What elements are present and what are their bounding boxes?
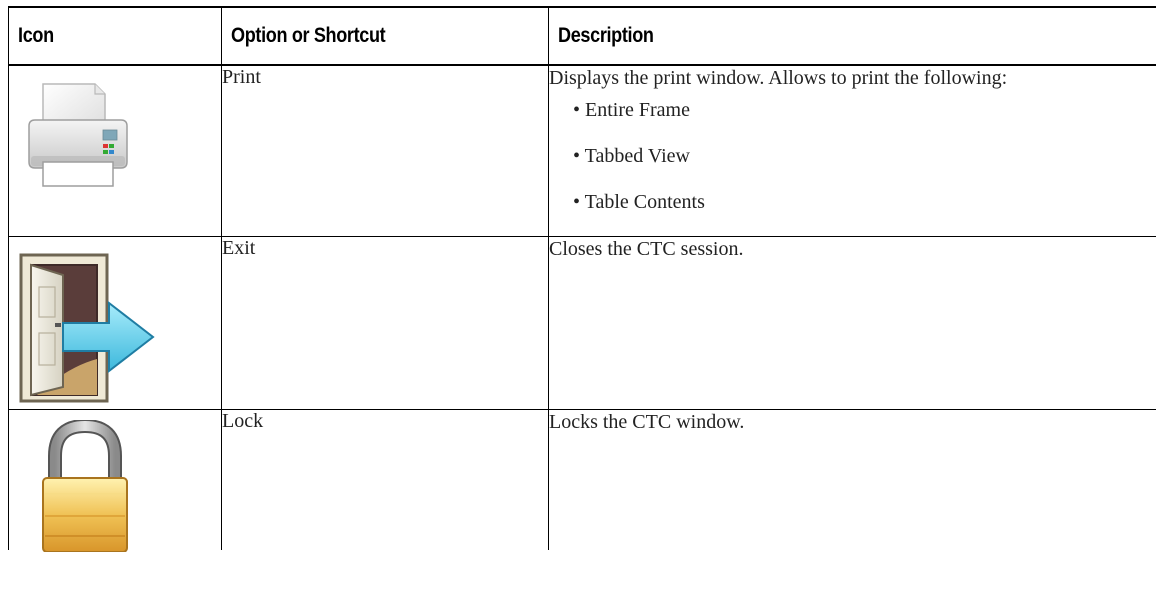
table-row-lock [9, 410, 1156, 551]
icon-cell-print [9, 65, 222, 237]
description-lock-text: Locks the CTC window. [549, 411, 745, 433]
list-item: • Entire Frame [573, 98, 1156, 122]
icon-cell-lock [9, 410, 222, 551]
list-item: • Tabbed View [573, 144, 1156, 168]
table-row-print [9, 65, 1156, 237]
description-exit-text: Closes the CTC session. [549, 238, 744, 260]
lock-icon [39, 420, 131, 552]
header-description-label: Description [557, 24, 654, 47]
description-print-text: Displays the print window. Allows to print the following: [549, 67, 1008, 89]
header-icon-label: Icon [17, 24, 54, 47]
printer-icon [21, 82, 136, 192]
header-option [222, 7, 503, 65]
description-print [549, 65, 1156, 237]
option-lock: Lock [222, 410, 549, 551]
description-lock [549, 410, 1156, 551]
table-header-row [9, 7, 1156, 65]
icon-cell-exit [9, 237, 222, 410]
table-row-exit [9, 237, 1156, 410]
option-exit: Exit [222, 237, 549, 410]
header-option-label: Option or Shortcut [230, 24, 385, 47]
header-description [549, 7, 1082, 65]
list-item: • Table Contents [573, 190, 1156, 214]
options-table [8, 6, 1156, 550]
description-exit [549, 237, 1156, 410]
option-print: Print [222, 65, 549, 237]
exit-door-icon [17, 247, 157, 403]
header-icon [9, 7, 192, 65]
print-bullet-list [549, 98, 1156, 214]
